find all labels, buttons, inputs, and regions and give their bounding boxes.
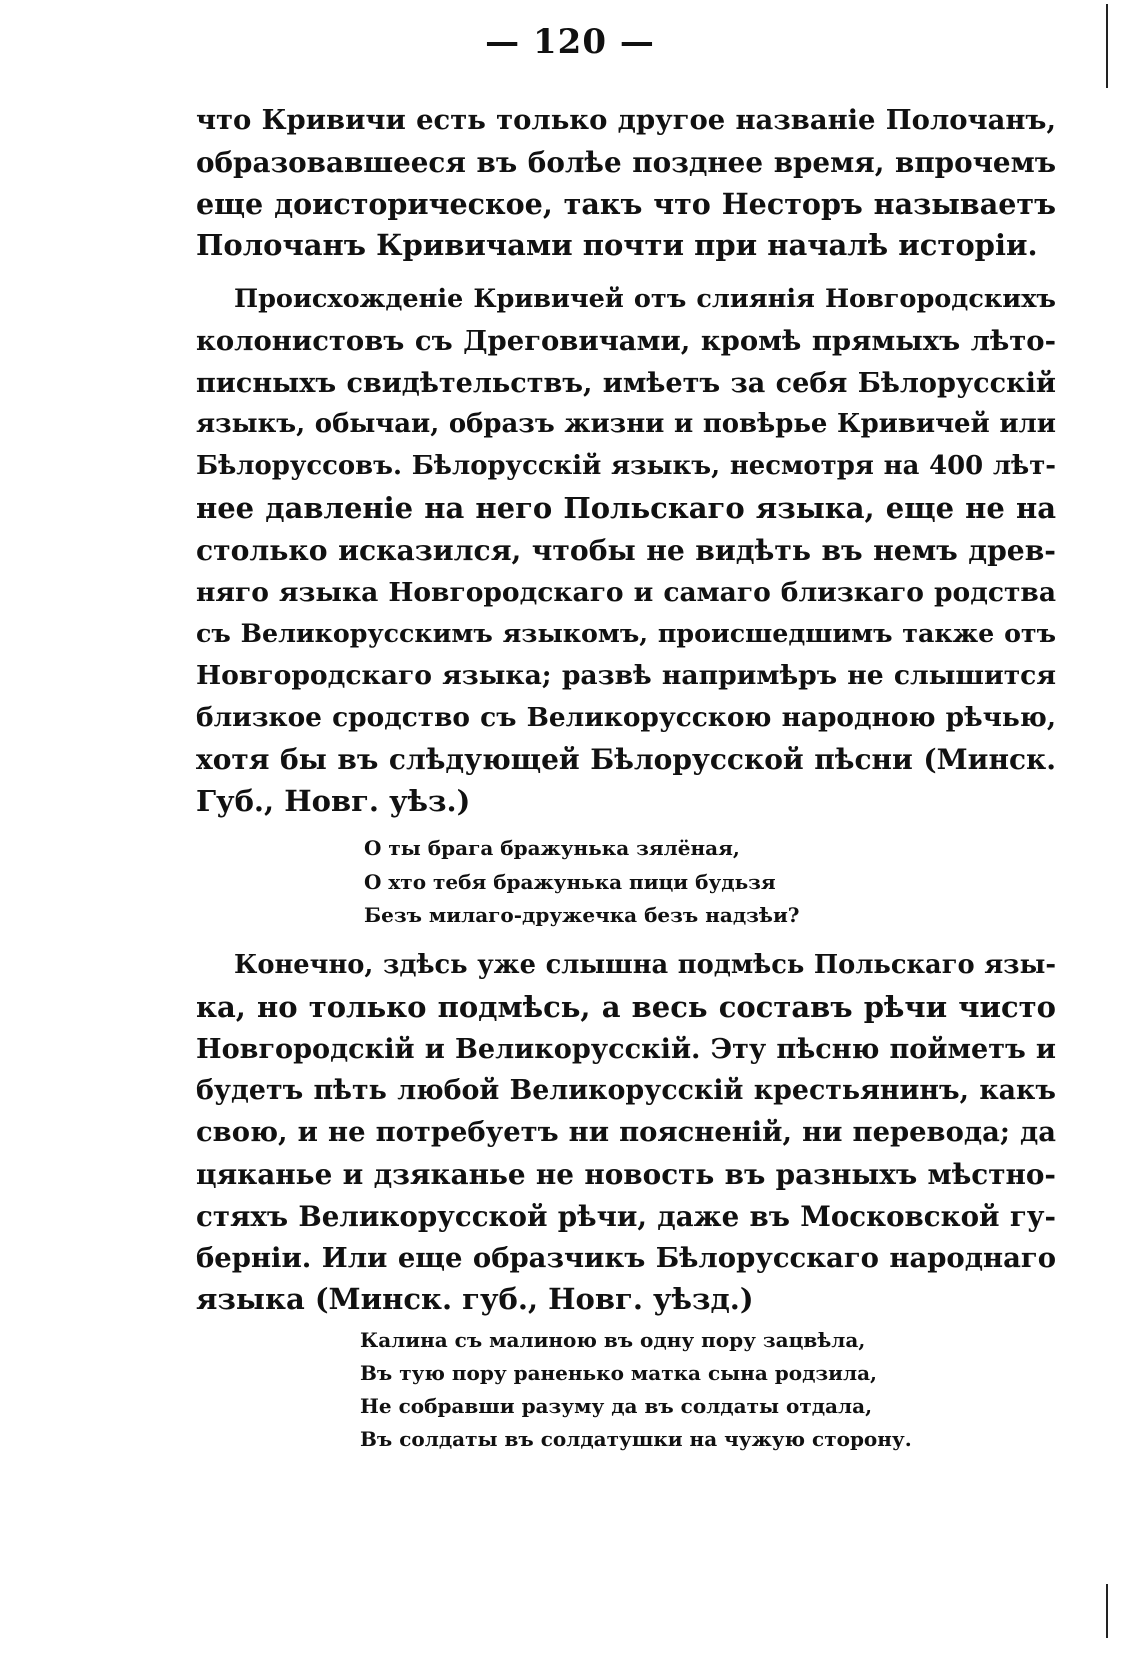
text-line: писныхъ свидѣтельствъ, имѣетъ за себя Бѣлорусскій — [196, 367, 1056, 399]
verse-line: Въ тую пору раненько матка сына родзила, — [360, 1361, 878, 1385]
page-edge-line-bottom — [1106, 1584, 1108, 1638]
text-line: что Кривичи есть только другое названіе Полочанъ, — [196, 104, 1056, 136]
text-line: хотя бы въ слѣдующей Бѣлорусской пѣсни (Минск. — [196, 742, 1056, 776]
verse-2 — [360, 1324, 912, 1456]
text-line: свою, и не потребуетъ ни поясненій, ни перевода; да — [196, 1116, 1056, 1149]
text-line: образовавшееся въ болѣе позднее время, впрочемъ — [196, 145, 1056, 179]
text-line: берніи. Или еще образчикъ Бѣлорусскаго народнаго — [196, 1241, 1056, 1274]
text-line: еще доисторическое, такъ что Несторъ называетъ — [196, 186, 1056, 221]
paragraph-3 — [196, 945, 1056, 1321]
text-line: стяхъ Великорусской рѣчи, даже въ Московской гу- — [196, 1199, 1056, 1233]
text-line: Полочанъ Кривичами почти при началѣ исторіи. — [196, 228, 1038, 263]
text-line: Конечно, здѣсь уже слышна подмѣсь Польскаго язы- — [234, 950, 1056, 980]
text-line: Происхожденіе Кривичей отъ слиянія Новгородскихъ — [234, 284, 1056, 314]
text-line: Новгородскій и Великорусскій. Эту пѣсню пойметъ и — [196, 1033, 1056, 1065]
text-line: столько исказился, чтобы не видѣть въ немъ древ- — [196, 533, 1056, 567]
text-line: будетъ пѣть любой Великорусскій крестьянинъ, какъ — [196, 1075, 1056, 1107]
text-line: съ Великорусскимъ языкомъ, происшедшимъ также отъ — [196, 618, 1056, 649]
verse-line: Калина съ малиною въ одну пору зацвѣла, — [360, 1328, 866, 1352]
verse-1 — [364, 832, 800, 933]
text-line: нее давленіе на него Польскаго языка, еще не на — [196, 490, 1056, 525]
verse-line: Безъ милаго-дружечка безъ надзѣи? — [364, 903, 800, 927]
text-line: Губ., Новг. уѣз.) — [196, 783, 471, 818]
text-line: близкое сродство съ Великорусскою народною рѣчью, — [196, 701, 1056, 733]
verse-line: Въ солдаты въ солдатушки на чужую сторону. — [360, 1427, 912, 1451]
paragraph-2 — [196, 279, 1056, 822]
text-line: языка (Минск. губ., Новг. уѣзд.) — [196, 1282, 754, 1317]
text-line: колонистовъ съ Дреговичами, кромѣ прямыхъ лѣто- — [196, 324, 1056, 357]
text-line: няго языка Новгородскаго и самаго близкаго родства — [196, 576, 1056, 608]
text-line: языкъ, обычаи, образъ жизни и повѣрье Кривичей или — [196, 409, 1056, 440]
paragraph-1 — [196, 100, 1056, 267]
text-line: Новгородскаго языка; развѣ напримѣръ не слышится — [196, 660, 1056, 692]
text-line: цяканье и дзяканье не новость въ разныхъ мѣстно- — [196, 1157, 1056, 1191]
page-number: — 120 — — [485, 22, 655, 62]
verse-line: О хто тебя бражунька пици будьзя — [364, 869, 776, 894]
text-line: Бѣлоруссовъ. Бѣлорусскій языкъ, несмотря на 400 лѣт- — [196, 451, 1056, 482]
verse-line: О ты брага бражунька зялёная, — [364, 836, 740, 860]
verse-line: Не собравши разуму да въ солдаты отдала, — [360, 1394, 873, 1418]
text-line: ка, но только подмѣсь, а весь составъ рѣчи чисто — [196, 989, 1056, 1024]
